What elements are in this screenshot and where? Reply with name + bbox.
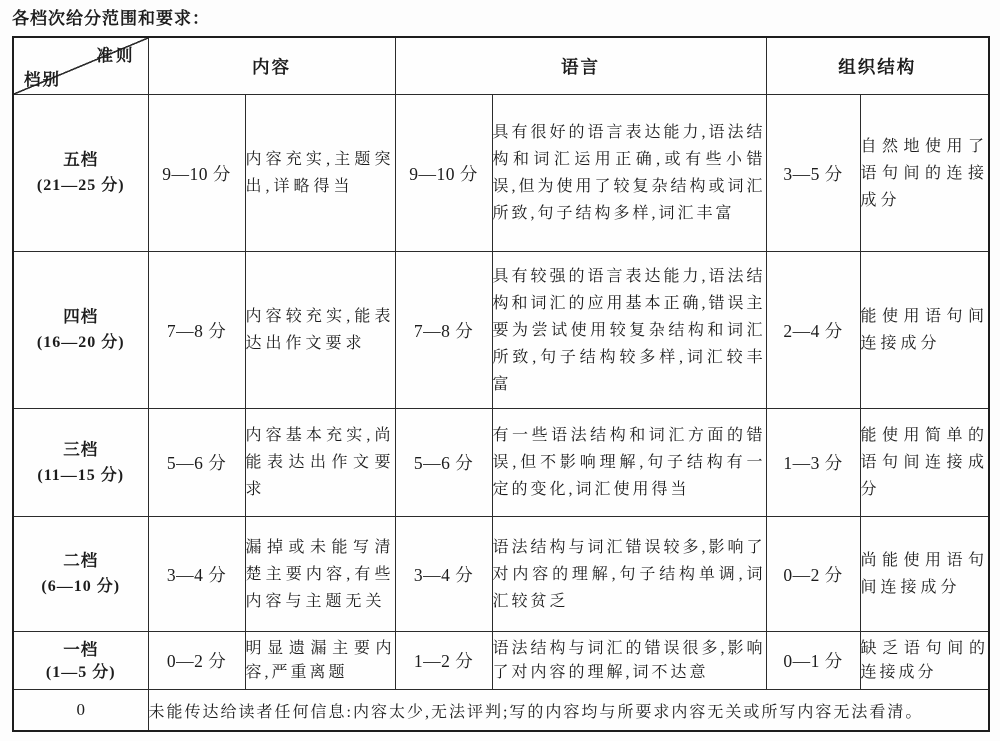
content-score-cell: 7—8 分 bbox=[148, 252, 245, 409]
grade-range: (16—20 分) bbox=[36, 334, 125, 351]
organization-desc-cell: 能使用语句间连接成分 bbox=[860, 252, 989, 409]
table-row-grade3 bbox=[13, 409, 989, 517]
grading-criteria-table bbox=[12, 36, 990, 732]
grade-range: (21—25 分) bbox=[36, 177, 125, 194]
language-desc-cell: 具有很好的语言表达能力,语法结构和词汇运用正确,或有些小错误,但为使用了较复杂结构或词汇所致,句子结构多样,词汇丰富 bbox=[492, 95, 766, 252]
organization-score-cell: 1—3 分 bbox=[766, 409, 860, 517]
content-desc-cell: 内容较充实,能表达出作文要求 bbox=[245, 252, 395, 409]
organization-desc-cell: 缺乏语句间的连接成分 bbox=[860, 632, 989, 690]
language-desc-cell: 语法结构与词汇错误较多,影响了对内容的理解,句子结构单调,词汇较贫乏 bbox=[492, 517, 766, 632]
header-row bbox=[13, 37, 989, 95]
table-row-zero bbox=[13, 690, 989, 732]
grade-cell bbox=[13, 517, 148, 632]
header-organization: 组织结构 bbox=[766, 37, 989, 95]
table-row-grade2 bbox=[13, 517, 989, 632]
grade-range: (1—5 分) bbox=[45, 663, 116, 681]
grade-range: (11—15 分) bbox=[37, 466, 125, 484]
header-content: 内容 bbox=[148, 37, 395, 95]
organization-score-cell: 2—4 分 bbox=[766, 252, 860, 409]
grade-cell bbox=[13, 409, 148, 517]
content-desc-cell: 漏掉或未能写清楚主要内容,有些内容与主题无关 bbox=[245, 517, 395, 632]
page-title: 各档次给分范围和要求： bbox=[12, 9, 210, 28]
grade-level-label: 档别 bbox=[24, 70, 61, 89]
content-score-cell: 9—10 分 bbox=[148, 95, 245, 252]
grade-cell bbox=[13, 632, 148, 690]
grade-name: 二档 bbox=[63, 551, 99, 570]
language-desc-cell: 有一些语法结构和词汇方面的错误,但不影响理解,句子结构有一定的变化,词汇使用得当 bbox=[492, 409, 766, 517]
organization-desc-cell: 自然地使用了语句间的连接成分 bbox=[860, 95, 989, 252]
language-desc-cell: 语法结构与词汇的错误很多,影响了对内容的理解,词不达意 bbox=[492, 632, 766, 690]
organization-desc-cell: 尚能使用语句间连接成分 bbox=[860, 517, 989, 632]
content-score-cell: 0—2 分 bbox=[148, 632, 245, 690]
language-score-cell: 3—4 分 bbox=[395, 517, 492, 632]
header-language: 语言 bbox=[395, 37, 766, 95]
grade-range: (6—10 分) bbox=[41, 578, 121, 595]
content-desc-cell: 内容充实,主题突出,详略得当 bbox=[245, 95, 395, 252]
language-score-cell: 9—10 分 bbox=[395, 95, 492, 252]
organization-desc-cell: 能使用简单的语句间连接成分 bbox=[860, 409, 989, 517]
organization-score-cell: 0—1 分 bbox=[766, 632, 860, 690]
criteria-label: 准则 bbox=[96, 46, 136, 65]
corner-cell bbox=[13, 37, 148, 95]
language-score-cell: 7—8 分 bbox=[395, 252, 492, 409]
organization-score-cell: 0—2 分 bbox=[766, 517, 860, 632]
table-row-grade1 bbox=[13, 632, 989, 690]
organization-score-cell: 3—5 分 bbox=[766, 95, 860, 252]
language-score-cell: 5—6 分 bbox=[395, 409, 492, 517]
grade-name: 一档 bbox=[63, 639, 99, 659]
zero-grade-cell: 0 bbox=[13, 690, 148, 732]
grade-name: 五档 bbox=[63, 150, 99, 169]
zero-desc-cell: 未能传达给读者任何信息:内容太少,无法评判;写的内容均与所要求内容无关或所写内容无法看清。 bbox=[148, 690, 989, 732]
content-desc-cell: 内容基本充实,尚能表达出作文要求 bbox=[245, 409, 395, 517]
table-row-grade4 bbox=[13, 252, 989, 409]
grade-cell bbox=[13, 252, 148, 409]
language-desc-cell: 具有较强的语言表达能力,语法结构和词汇的应用基本正确,错误主要为尝试使用较复杂结构和词汇所致,句子结构较多样,词汇较丰富 bbox=[492, 252, 766, 409]
language-score-cell: 1—2 分 bbox=[395, 632, 492, 690]
grade-name: 三档 bbox=[63, 439, 99, 459]
grade-name: 四档 bbox=[63, 307, 99, 326]
grade-cell bbox=[13, 95, 148, 252]
content-score-cell: 3—4 分 bbox=[148, 517, 245, 632]
content-score-cell: 5—6 分 bbox=[148, 409, 245, 517]
table-row-grade5 bbox=[13, 95, 989, 252]
content-desc-cell: 明显遗漏主要内容,严重离题 bbox=[245, 632, 395, 690]
